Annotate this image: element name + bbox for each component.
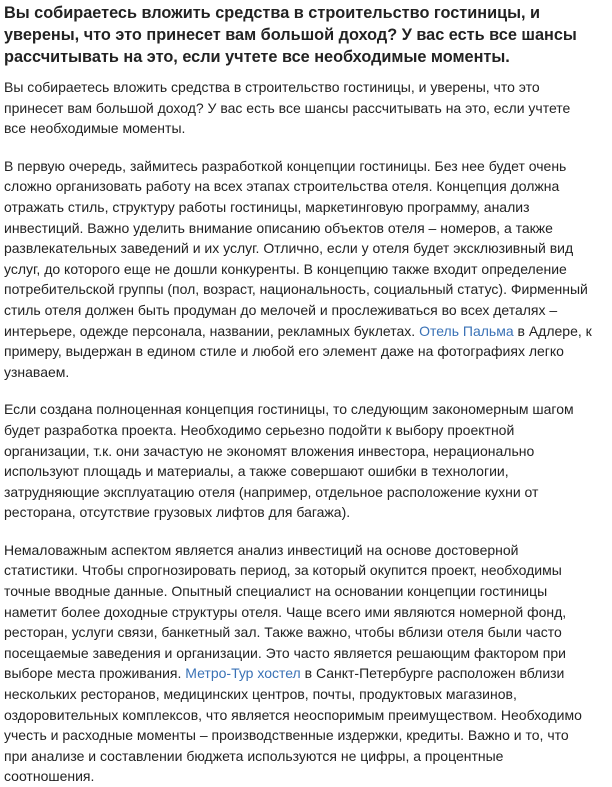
paragraph-concept <box>4 156 612 383</box>
text-segment: в Санкт-Петербурге расположен вблизи <box>300 665 565 682</box>
text-line: учесть и расходные моменты – производственные издержки, кредиты. Важно и то, что <box>4 727 569 744</box>
text-line: посещаемые заведения и организации. Это часто является решающим фактором при <box>4 644 566 661</box>
text-line-with-link <box>4 321 612 342</box>
text-line: статистики. Чтобы спрогнозировать период, за который окупится проект, необходимы <box>4 562 562 579</box>
text-line: при анализе и составлении бюджета используются не цифры, а процентные <box>4 747 504 764</box>
text-line: отражать стиль, структуру работы гостиницы, маркетинговую программу, анализ <box>4 198 530 215</box>
text-line: Немаловажным аспектом является анализ инвестиций на основе достоверной <box>4 541 519 558</box>
text-line: организации, т.к. они зачастую не экономят вложения инвестора, нерационально <box>4 442 535 459</box>
text-segment: выборе места проживания. <box>4 665 186 682</box>
text-line: потребительской группы (пол, возраст, национальность, социальный статус). Фирменный <box>4 281 588 298</box>
text-line: оздоровительных комплексов, что является неоспоримым преимуществом. Необходимо <box>4 706 582 723</box>
text-line: будет разработка проекта. Необходимо серьезно подойти к выбору проектной <box>4 421 515 438</box>
text-line: примеру, выдержан в едином стиле и любой его элемент даже на фотографиях легко <box>4 343 564 360</box>
text-line: Вы собираетесь вложить средства в строительство гостиницы, и уверены, что это <box>4 79 540 95</box>
text-line: точные вводные данные. Опытный специалист на основании концепции гостиницы <box>4 583 548 600</box>
text-line: узнаваем. <box>4 363 70 380</box>
text-line-with-link <box>4 663 612 684</box>
title-line: рассчитывать на это, если учтете все необходимые моменты. <box>4 48 510 66</box>
text-line: Если создана полноценная концепция гостиницы, то следующим закономерным шагом <box>4 401 574 418</box>
text-segment: в Адлере, к <box>513 322 592 339</box>
text-line: услуг, до которого еще не дошли конкуренты. В концепцию также входит определение <box>4 260 567 277</box>
title-line: уверены, что это принесет вам большой доход? У вас есть все шансы <box>4 26 577 44</box>
metro-tour-hostel-link[interactable]: Метро-Тур хостел <box>185 665 301 682</box>
title-line: Вы собираетесь вложить средства в строительство гостиницы, и <box>4 4 541 22</box>
text-line: ресторана, отсутствие грузовых лифтов для багажа). <box>4 504 351 521</box>
text-line: все необходимые моменты. <box>4 120 186 137</box>
paragraph-intro <box>4 77 612 139</box>
text-line: наметит более доходные структуры отеля. Чаще всего ими являются номерной фонд, <box>4 603 567 620</box>
text-segment: интерьере, одежде персонала, названии, рекламных буклетах. <box>4 322 420 339</box>
text-line: инвестиций. Важно уделить внимание описанию объектов отеля – номеров, а также <box>4 219 553 236</box>
text-line: сложно организовать работу на всех этапах строительства отеля. Концепция должна <box>4 178 560 195</box>
text-line: стиль отеля должен быть продуман до мелочей и прослеживаться во всех деталях – <box>4 301 558 318</box>
text-line: затрудняющие эксплуатацию отеля (например, отдельное расположение кухни от <box>4 483 539 500</box>
hotel-palma-link[interactable]: Отель Пальма <box>419 322 514 339</box>
text-line: нескольких ресторанов, медицинских центров, почты, продуктовых магазинов, <box>4 686 517 703</box>
article-title <box>4 2 612 68</box>
paragraph-project <box>4 399 612 523</box>
text-line: используют площадь и материалы, а также совершают ошибки в технологии, <box>4 463 509 480</box>
text-line: развлекательных заведений и их услуг. Отлично, если у отеля будет эксклюзивный вид <box>4 240 574 257</box>
text-line: соотношения. <box>4 768 95 785</box>
text-line: ресторан, услуги связи, банкетный зал. Также важно, чтобы вблизи отеля были часто <box>4 624 562 641</box>
text-line: принесет вам большой доход? У вас есть все шансы рассчитывать на это, если учтете <box>4 99 571 116</box>
paragraph-investment <box>4 540 612 787</box>
text-line: В первую очередь, займитесь разработкой концепции гостиницы. Без нее будет очень <box>4 157 567 174</box>
